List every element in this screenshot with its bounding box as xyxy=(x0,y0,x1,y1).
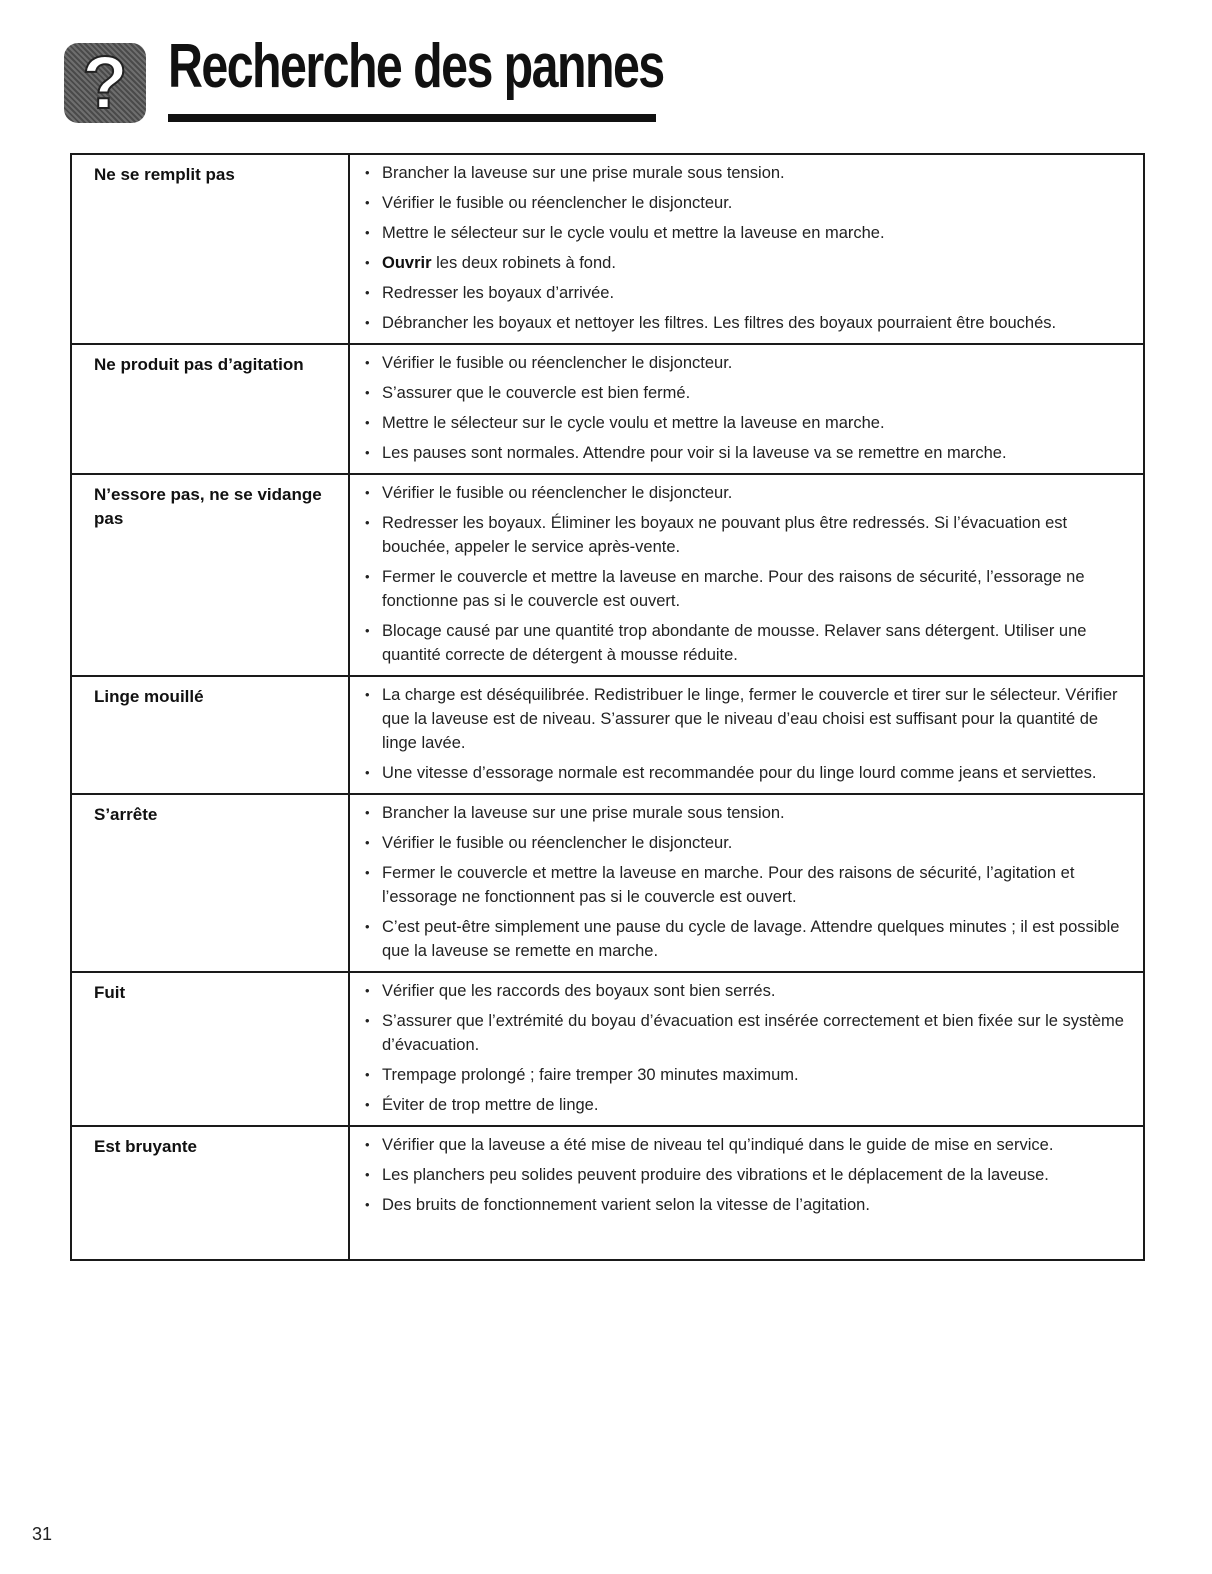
table-row xyxy=(71,676,1144,794)
solution-item xyxy=(362,801,1133,825)
problem-cell: Linge mouillé xyxy=(71,676,349,794)
solution-item xyxy=(362,1163,1133,1187)
solution-text: La charge est déséquilibrée. Redistribuer le linge, fermer le couvercle et tirer sur le sélecteur. Vérifier que la laveuse est de niveau. S’assurer que le niveau d’eau choisi est suffisant pour la quantité de linge lavée. xyxy=(382,686,1118,752)
solution-text: Vérifier le fusible ou réenclencher le disjoncteur. xyxy=(382,834,733,852)
solution-item xyxy=(362,1063,1133,1087)
troubleshooting-table-body xyxy=(71,154,1144,1260)
solution-text: Vérifier que les raccords des boyaux sont bien serrés. xyxy=(382,982,776,1000)
solution-item xyxy=(362,251,1133,275)
page-title: Recherche des pannes xyxy=(168,32,664,101)
question-mark-icon xyxy=(64,43,146,123)
solution-text: Les pauses sont normales. Attendre pour voir si la laveuse va se remettre en marche. xyxy=(382,444,1007,462)
solution-text: Vérifier le fusible ou réenclencher le disjoncteur. xyxy=(382,484,733,502)
solutions-cell xyxy=(349,972,1144,1126)
solution-text: Vérifier le fusible ou réenclencher le disjoncteur. xyxy=(382,194,733,212)
table-row xyxy=(71,1126,1144,1260)
solution-text: Débrancher les boyaux et nettoyer les filtres. Les filtres des boyaux pourraient être bouchés. xyxy=(382,314,1057,332)
solution-item xyxy=(362,511,1133,559)
problem-cell: Est bruyante xyxy=(71,1126,349,1260)
table-row xyxy=(71,154,1144,344)
solution-item xyxy=(362,311,1133,335)
solution-item xyxy=(362,619,1133,667)
solution-text: Des bruits de fonctionnement varient selon la vitesse de l’agitation. xyxy=(382,1196,870,1214)
solution-item xyxy=(362,161,1133,185)
solution-item xyxy=(362,411,1133,435)
solution-text: Trempage prolongé ; faire tremper 30 minutes maximum. xyxy=(382,1066,799,1084)
solution-item xyxy=(362,1193,1133,1217)
solution-emphasis: Ouvrir xyxy=(382,254,432,272)
solution-text: Brancher la laveuse sur une prise murale sous tension. xyxy=(382,804,785,822)
solution-item xyxy=(362,191,1133,215)
solution-item xyxy=(362,481,1133,505)
question-mark-glyph: ? xyxy=(82,41,128,124)
table-row xyxy=(71,474,1144,676)
solution-list xyxy=(362,801,1133,963)
solution-item xyxy=(362,831,1133,855)
solution-list xyxy=(362,161,1133,335)
solution-text: Blocage causé par une quantité trop abondante de mousse. Relaver sans détergent. Utiliser une quantité correcte de détergent à mousse réduite. xyxy=(382,622,1087,664)
problem-cell: S’arrête xyxy=(71,794,349,972)
solutions-cell xyxy=(349,344,1144,474)
solution-item xyxy=(362,381,1133,405)
problem-cell: Ne se remplit pas xyxy=(71,154,349,344)
solution-list xyxy=(362,481,1133,667)
solution-item xyxy=(362,1133,1133,1157)
solution-list xyxy=(362,979,1133,1117)
problem-cell: Ne produit pas d’agitation xyxy=(71,344,349,474)
solution-list xyxy=(362,1133,1133,1217)
solution-item xyxy=(362,861,1133,909)
solution-text: Vérifier le fusible ou réenclencher le disjoncteur. xyxy=(382,354,733,372)
solution-text: Brancher la laveuse sur une prise murale sous tension. xyxy=(382,164,785,182)
solutions-cell xyxy=(349,676,1144,794)
solution-text: Les planchers peu solides peuvent produire des vibrations et le déplacement de la laveuse. xyxy=(382,1166,1049,1184)
table-row xyxy=(71,972,1144,1126)
problem-cell: Fuit xyxy=(71,972,349,1126)
solution-item xyxy=(362,221,1133,245)
solution-item xyxy=(362,683,1133,755)
solution-text: Mettre le sélecteur sur le cycle voulu et mettre la laveuse en marche. xyxy=(382,224,885,242)
solution-item xyxy=(362,565,1133,613)
solutions-cell xyxy=(349,794,1144,972)
solution-text: Mettre le sélecteur sur le cycle voulu et mettre la laveuse en marche. xyxy=(382,414,885,432)
solution-text: Éviter de trop mettre de linge. xyxy=(382,1096,599,1114)
solution-text: S’assurer que l’extrémité du boyau d’évacuation est insérée correctement et bien fixée sur le système d’évacuation. xyxy=(382,1012,1124,1054)
solutions-cell xyxy=(349,474,1144,676)
solution-item xyxy=(362,979,1133,1003)
solution-list xyxy=(362,351,1133,465)
solutions-cell xyxy=(349,154,1144,344)
solution-item xyxy=(362,441,1133,465)
troubleshooting-table xyxy=(70,153,1145,1261)
table-row xyxy=(71,344,1144,474)
solution-text: Une vitesse d’essorage normale est recommandée pour du linge lourd comme jeans et serviettes. xyxy=(382,764,1097,782)
solution-item xyxy=(362,281,1133,305)
solution-item xyxy=(362,1009,1133,1057)
solution-text: Fermer le couvercle et mettre la laveuse en marche. Pour des raisons de sécurité, l’agitation et l’essorage ne fonctionnent pas si le couvercle est ouvert. xyxy=(382,864,1075,906)
solution-item xyxy=(362,351,1133,375)
solution-list xyxy=(362,683,1133,785)
solution-text: S’assurer que le couvercle est bien fermé. xyxy=(382,384,691,402)
solution-text: Redresser les boyaux. Éliminer les boyaux ne pouvant plus être redressés. Si l’évacuation est bouchée, appeler le service après-vente. xyxy=(382,514,1068,556)
table-row xyxy=(71,794,1144,972)
solution-item xyxy=(362,915,1133,963)
solution-text: C’est peut-être simplement une pause du cycle de lavage. Attendre quelques minutes ; il est possible que la laveuse se remette en marche. xyxy=(382,918,1120,960)
title-underline xyxy=(168,114,656,122)
solution-item xyxy=(362,1093,1133,1117)
solutions-cell xyxy=(349,1126,1144,1260)
solution-item xyxy=(362,761,1133,785)
solution-text: les deux robinets à fond. xyxy=(431,254,616,272)
page-header xyxy=(64,32,664,128)
solution-text: Fermer le couvercle et mettre la laveuse en marche. Pour des raisons de sécurité, l’essorage ne fonctionne pas si le couvercle est ouvert. xyxy=(382,568,1085,610)
solution-text: Vérifier que la laveuse a été mise de niveau tel qu’indiqué dans le guide de mise en service. xyxy=(382,1136,1054,1154)
page-number: 31 xyxy=(32,1524,53,1544)
solution-text: Redresser les boyaux d’arrivée. xyxy=(382,284,615,302)
problem-cell: N’essore pas, ne se vidange pas xyxy=(71,474,349,676)
